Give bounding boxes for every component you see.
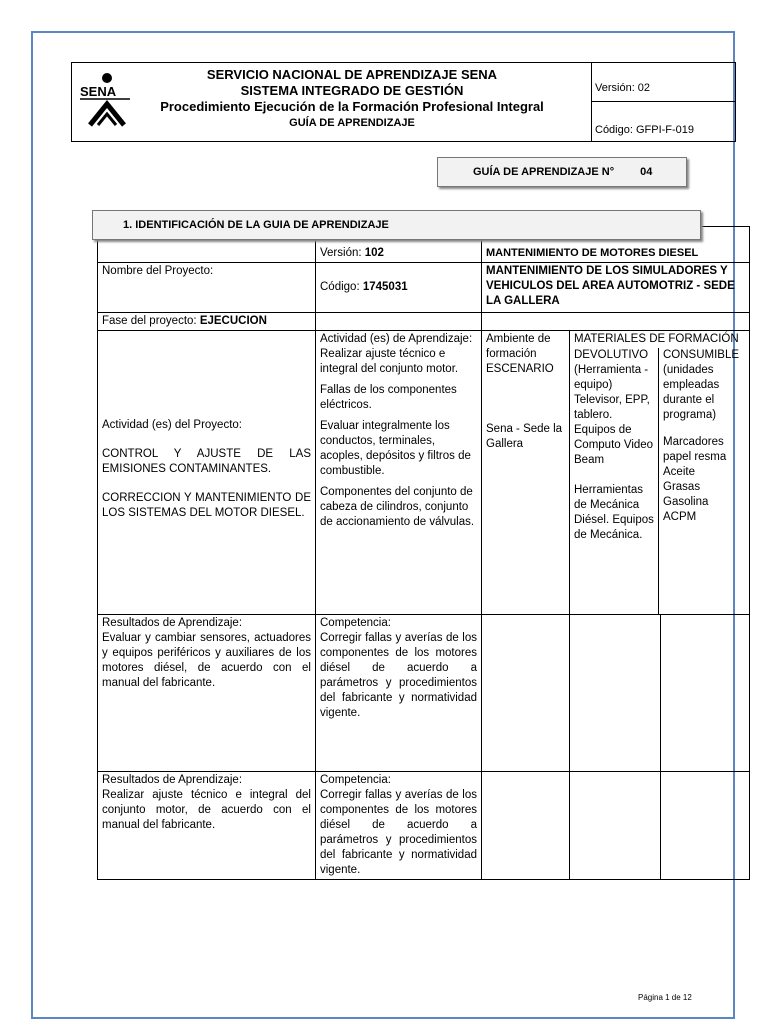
guide-number: 04 [640,166,653,178]
header-divider [591,63,592,141]
program-name: MANTENIMIENTO DE MOTORES DIESEL [486,247,699,259]
result-2-cell [98,772,316,880]
table-cell [482,772,570,880]
table-row [98,263,750,313]
phase-cell: Fase del proyecto: EJECUCION [98,313,316,331]
project-activity-1: CONTROL Y AJUSTE DE LAS EMISIONES CONTAMINANTES. [102,448,311,475]
header-version: Versión: 02 [595,82,651,94]
learning-activity: Evaluar integralmente los conductos, terminales, acoples, depósitos y filtros de combustible. [320,420,471,477]
phase-value: EJECUCION [199,315,267,327]
header-code: Código: GFPI-F-019 [595,124,695,136]
consumible-text: CONSUMIBLE (unidades empleadas durante el programa) [663,349,740,421]
result-1-cell [98,615,316,772]
header-divider [591,101,735,102]
list-item: Grasas [663,481,701,493]
result-1-text: Evaluar y cambiar sensores, actuadores y equipos periféricos y auxiliares de los motores diésel, de acuerdo con el manual del fabricante. [102,632,311,689]
table-row [98,313,750,331]
table-cell [660,772,750,880]
result-2-text: Realizar ajuste técnico e integral del conjunto motor, de acuerdo con el manual del fabricante. [102,789,311,831]
list-item: Gasolina [663,496,709,508]
project-activity-2: CORRECCION Y MANTENIMIENTO DE LOS SISTEMAS DEL MOTOR DIESEL. [102,492,311,519]
identification-table [97,226,750,880]
list-item: Aceite [663,466,695,478]
header-title-block [132,67,572,131]
guide-label: GUÍA DE APRENDIZAJE N° [473,166,615,178]
version-value: 102 [364,247,384,259]
learning-activities-cell [316,331,482,615]
section-1-title: 1. IDENTIFICACIÓN DE LA GUIA DE APRENDIZAJE [92,210,701,240]
table-cell [570,772,661,880]
competence-1-cell [316,615,482,772]
table-cell [316,313,482,331]
learning-activity: Componentes del conjunto de cabeza de cilindros, conjunto de accionamiento de válvulas. [320,486,475,528]
header-line-2: SISTEMA INTEGRADO DE GESTIÓN [240,83,464,98]
version-cell: Versión: 102 [316,227,482,263]
list-item: papel resma [663,451,727,463]
competence-2-text: Corregir fallas y averías de los componentes de los motores diésel de acuerdo a parámetros y procedimientos del fabricante y normatividad vigente. [320,789,477,876]
competence-2-label: Competencia: [320,774,391,786]
header-line-1: SERVICIO NACIONAL DE APRENDIZAJE SENA [206,67,498,82]
environment-label: Ambiente de formación ESCENARIO [486,333,554,375]
table-cell [570,615,661,772]
devolutivo-text-2: Herramientas de Mecánica Diésel. Equipos de Mecánica. [574,484,654,541]
project-activities-label: Actividad (es) del Proyecto: [102,419,242,431]
environment-place: Sena - Sede la Gallera [486,423,563,450]
learning-activity: Fallas de los componentes eléctricos. [320,384,457,411]
page-number: Página 1 de 12 [638,993,692,1002]
competence-1-text: Corregir fallas y averías de los componentes de los motores diésel de acuerdo a parámetros y procedimientos del fabricante y normatividad vigente. [320,632,477,719]
environment-cell [482,331,570,615]
project-name: MANTENIMIENTO DE LOS SIMULADORES Y VEHICULOS DEL AREA AUTOMOTRIZ - SEDE LA GALLERA [486,265,735,307]
guide-number-box [437,157,687,187]
learning-activity: Actividad (es) de Aprendizaje: Realizar ajuste técnico e integral del conjunto motor. [320,333,473,375]
devolutivo-col [570,348,659,614]
project-name-cell [482,263,750,313]
consumible-list [663,435,745,525]
consumible-col [659,348,749,614]
table-row [98,772,750,880]
competence-1-label: Competencia: [320,617,391,629]
table-cell [482,313,750,331]
result-1-label: Resultados de Aprendizaje: [102,617,243,629]
sena-logo [78,69,132,129]
list-item: ACPM [663,511,697,523]
table-row [98,615,750,772]
competence-2-cell [316,772,482,880]
header-line-4: GUÍA DE APRENDIZAJE [289,117,415,129]
code-cell: Código: 1745031 [316,263,482,313]
project-name-label-cell: Nombre del Proyecto: [98,263,316,313]
logo-text: SENA [80,84,117,99]
devolutivo-text: DEVOLUTIVO (Herramienta - equipo) Televisor, EPP, tablero. Equipos de Computo Video Beam [574,349,654,466]
materials-header: MATERIALES DE FORMACIÓN [574,333,739,345]
table-cell [660,615,750,772]
header-line-3: Procedimiento Ejecución de la Formación Profesional Integral [160,99,544,114]
table-cell [482,615,570,772]
code-value: 1745031 [362,281,408,293]
table-row [98,331,750,615]
result-2-label: Resultados de Aprendizaje: [102,774,243,786]
list-item: Marcadores [663,436,724,448]
materials-cell [570,331,750,615]
project-activities-cell [98,331,316,615]
